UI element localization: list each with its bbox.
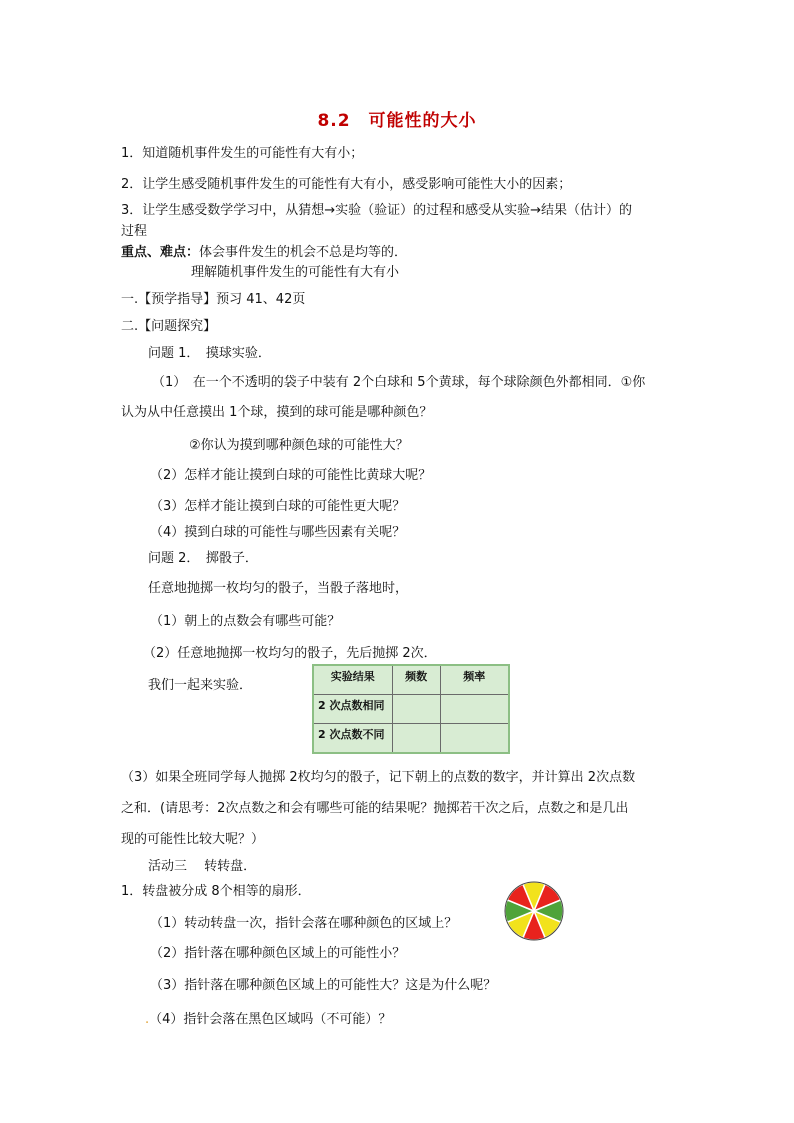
- activity3-q4: （4）指针会落在黑色区域吗（不可能）？: [149, 1012, 392, 1027]
- table-row: [313, 695, 509, 724]
- section-explore: 二.【问题探究】: [121, 319, 217, 334]
- spinner-wheel: [503, 880, 565, 942]
- experiment-table: [312, 664, 510, 754]
- problem2-q2: （2）任意地抛掷一枚均匀的骰子，先后抛掷 2次．: [143, 646, 437, 661]
- section-preview: 一.【预学指导】预习 41、42页: [121, 292, 306, 307]
- problem1-q1-b: 认为从中任意摸出 1个球，摸到的球可能是哪种颜色？: [121, 405, 433, 420]
- activity3-q4-row: [145, 1012, 391, 1028]
- problem1-q4: （4）摸到白球的可能性与哪些因素有关呢？: [150, 525, 406, 540]
- table-cell: 2 次点数相同: [313, 695, 392, 724]
- problem1-q3: （3）怎样才能让摸到白球的可能性更大呢？: [150, 499, 406, 514]
- objective-3: 3．让学生感受数学学习中，从猜想→实验（验证）的过程和感受从实验→结果（估计）的: [121, 203, 633, 218]
- table-cell: [440, 695, 509, 724]
- problem2-heading: 问题 2． 掷骰子．: [148, 551, 258, 566]
- problem1-heading: 问题 1． 摸球实验．: [148, 346, 271, 361]
- table-cell: [392, 695, 440, 724]
- problem2-intro: 任意地抛掷一枚均匀的骰子，当骰子落地时，: [148, 581, 409, 596]
- table-cell: 2 次点数不同: [313, 724, 392, 754]
- problem2-q1: （1）朝上的点数会有哪些可能？: [150, 614, 341, 629]
- problem1-q2: （2）怎样才能让摸到白球的可能性比黄球大呢？: [150, 468, 432, 483]
- activity3-item: 1．转盘被分成 8个相等的扇形．: [121, 884, 311, 899]
- problem2-q3-a: （3）如果全班同学每人抛掷 2枚均匀的骰子，记下朝上的点数的数字，并计算出 2次点数: [121, 770, 636, 785]
- table-row: [313, 724, 509, 754]
- problem2-experiment: 我们一起来实验．: [148, 678, 253, 693]
- table-header: 频率: [440, 665, 509, 695]
- problem1-q1-c: ②你认为摸到哪种颜色球的可能性大？: [189, 438, 409, 453]
- activity3-heading: 活动三 转转盘．: [148, 859, 257, 874]
- key-points-label: 重点、难点：: [121, 245, 200, 260]
- objective-3-cont: 过程: [121, 224, 148, 239]
- key-points: [121, 245, 407, 261]
- objective-1: 1．知道随机事件发生的可能性有大有小；: [121, 146, 364, 161]
- problem1-q1-a: （1） 在一个不透明的袋子中装有 2个白球和 5个黄球，每个球除颜色外都相同．①你: [152, 375, 646, 390]
- table-cell: [392, 724, 440, 754]
- problem2-q3-b: 之和．(请思考：2次点数之和会有哪些可能的结果呢？抛掷若干次之后，点数之和是几出: [121, 801, 629, 816]
- table-header: 频数: [392, 665, 440, 695]
- activity3-q2: （2）指针落在哪种颜色区域上的可能性小？: [150, 946, 406, 961]
- key-points-line1: 体会事件发生的机会不总是均等的．: [199, 245, 408, 260]
- bullet-dot: .: [145, 1012, 150, 1027]
- key-points-line2: 理解随机事件发生的可能性有大有小: [191, 265, 400, 280]
- activity3-q3: （3）指针落在哪种颜色区域上的可能性大？这是为什么呢？: [150, 978, 497, 993]
- table-cell: [440, 724, 509, 754]
- problem2-q3-c: 现的可能性比较大呢？）: [121, 832, 265, 847]
- page-title: 8.2 可能性的大小: [317, 111, 477, 131]
- objective-2: 2．让学生感受随机事件发生的可能性有大有小，感受影响可能性大小的因素；: [121, 177, 572, 192]
- activity3-q1: （1）转动转盘一次，指针会落在哪种颜色的区域上？: [150, 916, 458, 931]
- table-header-row: [313, 665, 509, 695]
- table-header: 实验结果: [313, 665, 392, 695]
